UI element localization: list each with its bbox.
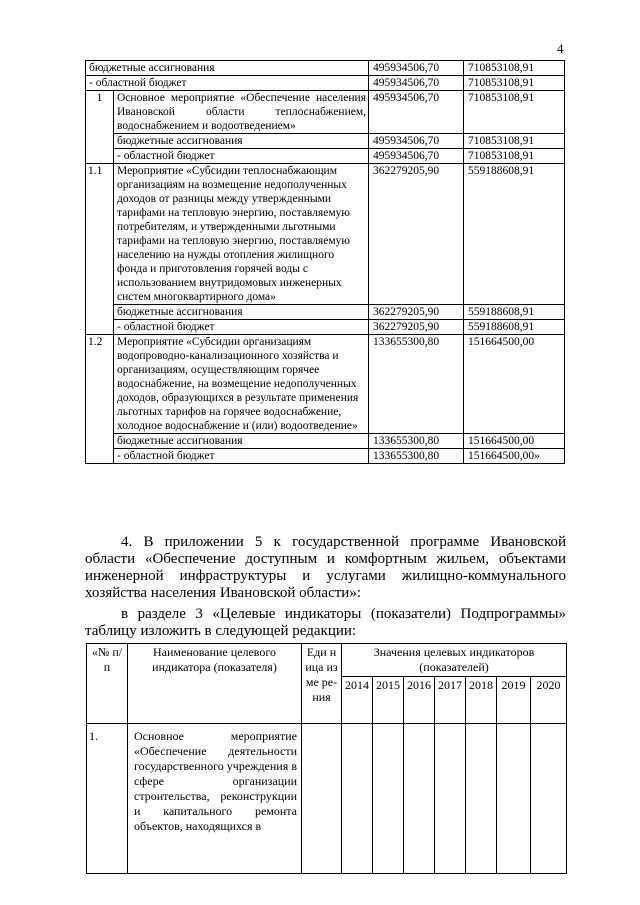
row-index: 1.2 [86,335,114,464]
row-label: Основное мероприятие «Обеспечение населения Ивановской области теплоснабжением, водоснабжением и водоотведением» [114,91,369,134]
year-header: 2020 [531,677,567,724]
value-cell: 495934506,70 [369,134,464,149]
value-cell [435,724,466,874]
year-header: 2019 [497,677,531,724]
value-cell: 151664500,00 [464,335,565,434]
indicators-table [86,643,567,874]
value-cell: 151664500,00» [464,449,565,464]
value-cell: 710853108,91 [464,76,565,91]
header-indicator-name: Наименование целевого индикатора (показателя) [128,644,302,724]
table-row [87,724,567,874]
row-label: Мероприятие «Субсидии организациям водопроводно-канализационного хозяйства и организациям, осуществляющим горячее водоснабжение, на возмещение недополученных доходов, образующихся в результате применения льготных тарифов на горячее водоснабжение, холодное водоснабжение и (или) водоотведение» [114,335,369,434]
row-index: 1 [86,91,114,164]
table-row [86,149,565,164]
value-cell [466,724,497,874]
table-row [86,449,565,464]
table-row [86,91,565,134]
value-cell: 710853108,91 [464,61,565,76]
header-unit: Еди ница изме ре- ния [302,644,342,724]
row-label: - областной бюджет [114,149,369,164]
year-header: 2014 [342,677,373,724]
row-label: - областной бюджет [114,449,369,464]
table-row [86,335,565,434]
year-header: 2016 [404,677,435,724]
year-header: 2015 [373,677,404,724]
row-label: Мероприятие «Субсидии теплоснабжающим организациям на возмещение недополученных доходов от разницы между утвержденными тарифами на тепловую энергию, поставляемую потребителям, и утвержденными льготными тарифами на тепловую энергию, поставляемую населению на нужды отопления жилищного фонда и приготовления горячей воды с использованием внутридомовых инженерных систем многоквартирного дома» [114,164,369,305]
table-row [86,164,565,305]
value-cell [404,724,435,874]
paragraph-item-4: 4. В приложении 5 к государственной программе Ивановской области «Обеспечение доступным и комфортным жильем, объектами инженерной инфраструктуры и услугами жилищно-коммунального хозяйства населения Ивановской области»: [85,534,566,601]
value-cell: 362279205,90 [369,164,464,305]
table-row [86,61,565,76]
table-row [86,320,565,335]
value-cell: 559188608,91 [464,320,565,335]
paragraph-section-3: в разделе 3 «Целевые индикаторы (показатели) Подпрограммы» таблицу изложить в следующей редакции: [85,606,566,639]
year-header: 2017 [435,677,466,724]
table-row [86,76,565,91]
table-header-row [87,644,567,677]
value-cell: 133655300,80 [369,434,464,449]
value-cell: 495934506,70 [369,91,464,134]
table-row [86,434,565,449]
value-cell [342,724,373,874]
value-cell [497,724,531,874]
header-number: «№ п/п [87,644,128,724]
value-cell: 133655300,80 [369,335,464,434]
value-cell: 710853108,91 [464,134,565,149]
header-values: Значения целевых индикаторов (показателей) [342,644,567,677]
budget-table [85,60,565,464]
value-cell [531,724,567,874]
table-row [86,134,565,149]
value-cell: 151664500,00 [464,434,565,449]
value-cell: 495934506,70 [369,61,464,76]
row-label: бюджетные ассигнования [86,61,369,76]
value-cell: 362279205,90 [369,320,464,335]
row-label: бюджетные ассигнования [114,134,369,149]
value-cell: 495934506,70 [369,76,464,91]
year-header: 2018 [466,677,497,724]
table-row [86,305,565,320]
row-indicator-name: Основное мероприятие «Обеспечение деятельности государственного учреждения в сфере организации строительства, реконструкции и капитального ремонта объектов, находящихся в [128,724,302,874]
value-cell: 133655300,80 [369,449,464,464]
value-cell: 362279205,90 [369,305,464,320]
value-cell [373,724,404,874]
row-label: бюджетные ассигнования [114,434,369,449]
page-number: 4 [557,41,564,56]
value-cell: 710853108,91 [464,91,565,134]
row-label: - областной бюджет [114,320,369,335]
row-label: - областной бюджет [86,76,369,91]
row-index: 1.1 [86,164,114,335]
value-cell: 559188608,91 [464,164,565,305]
value-cell: 495934506,70 [369,149,464,164]
row-number: 1. [87,724,128,874]
row-unit [302,724,342,874]
value-cell: 559188608,91 [464,305,565,320]
value-cell: 710853108,91 [464,149,565,164]
row-label: бюджетные ассигнования [114,305,369,320]
